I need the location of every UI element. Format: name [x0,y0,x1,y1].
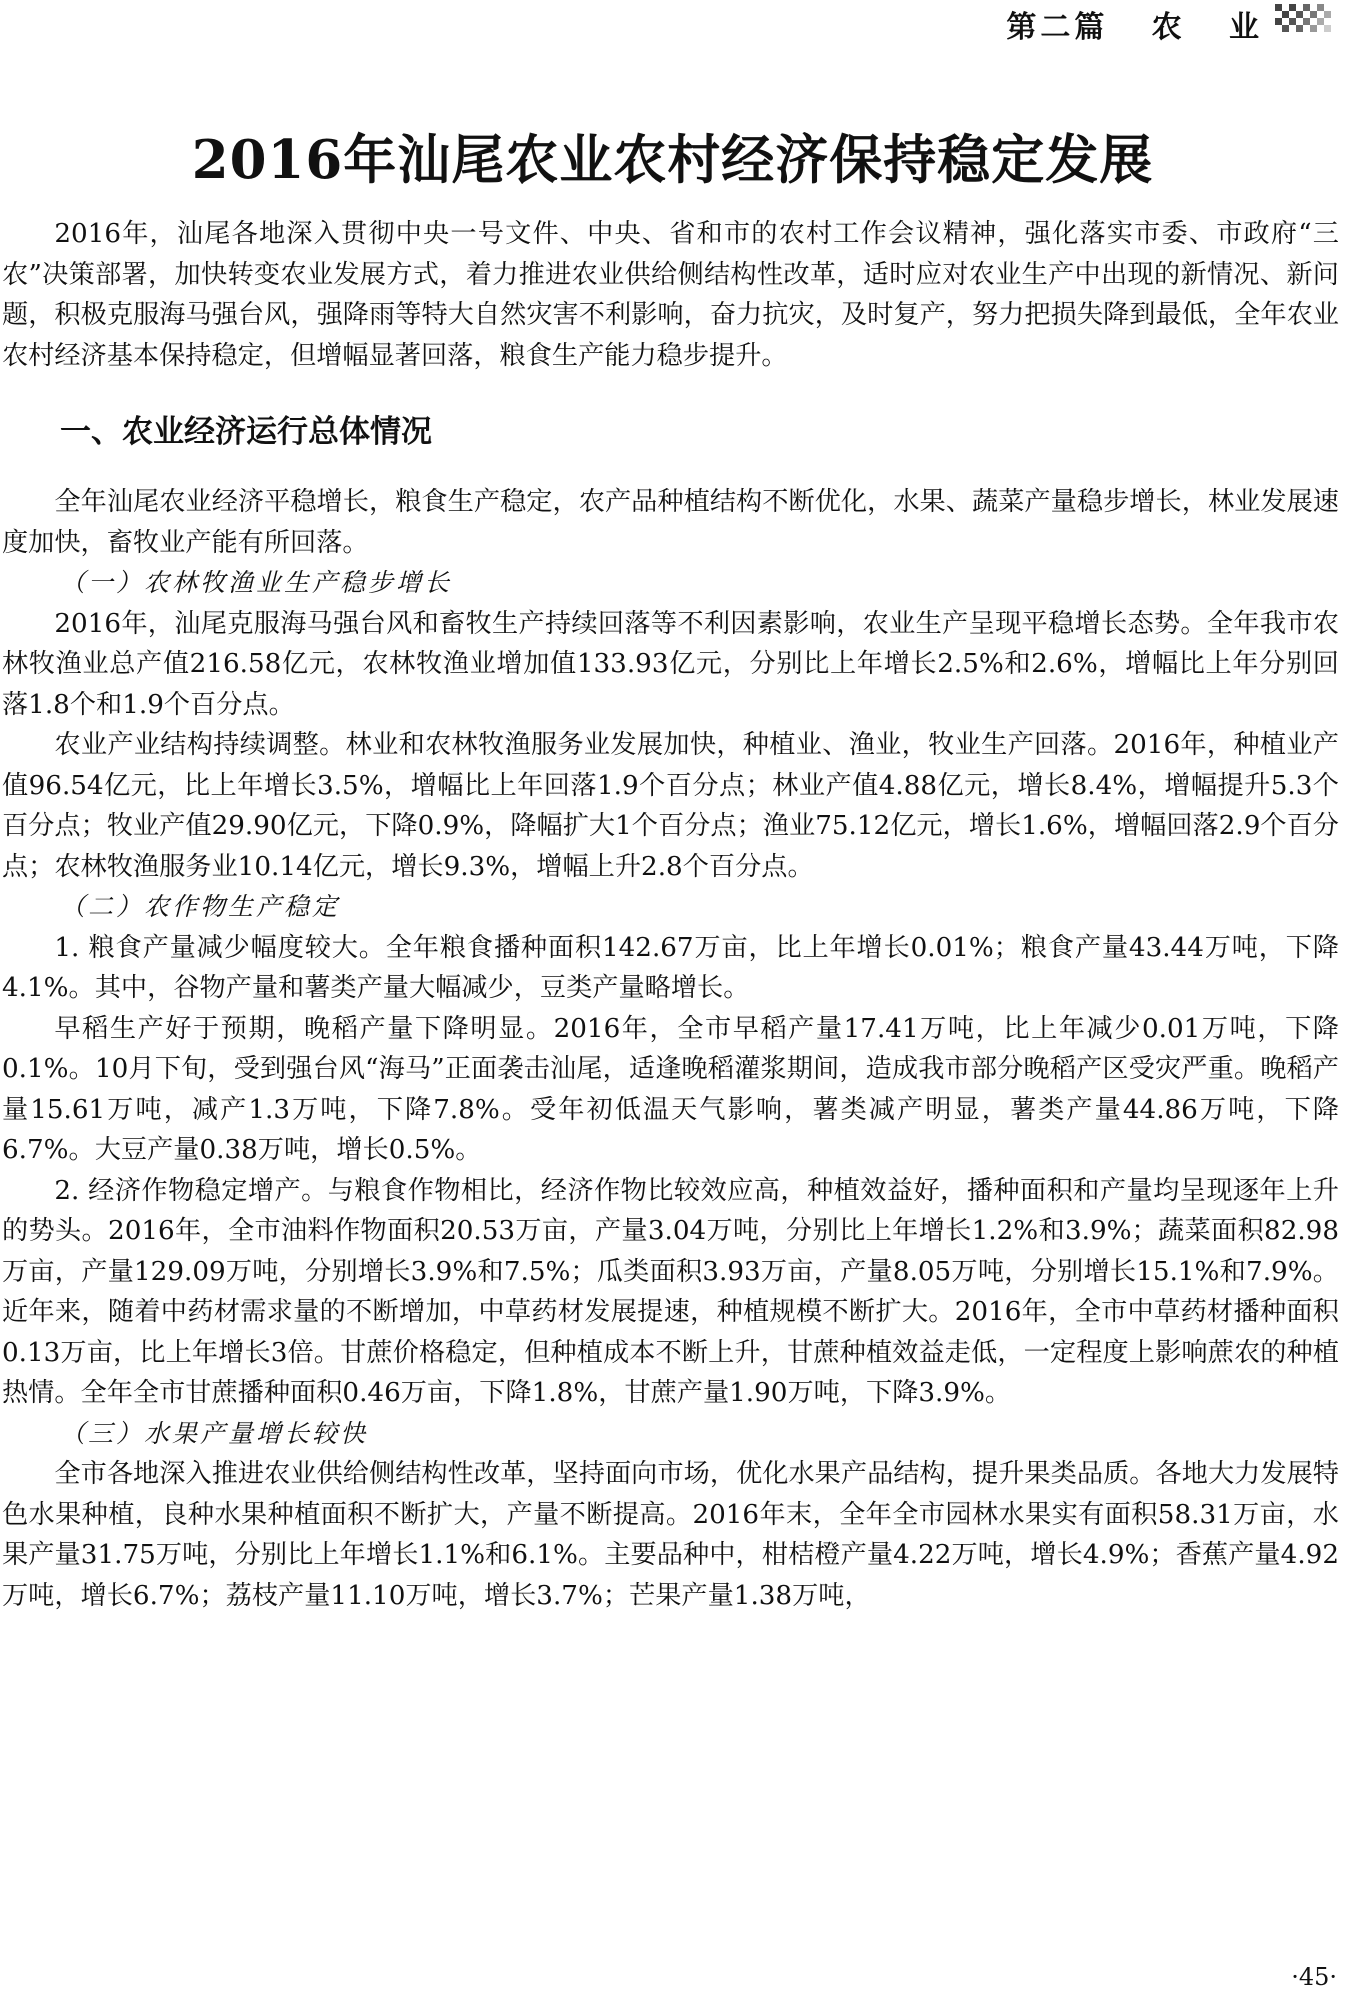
paragraph: 全年汕尾农业经济平稳增长，粮食生产稳定，农产品种植结构不断优化，水果、蔬菜产量稳步增长，林业发展速度加快，畜牧业产能有所回落。 [2,487,1339,558]
section-heading: 一、农业经济运行总体情况 [60,414,432,450]
paragraph: 农业产业结构持续调整。林业和农林牧渔服务业发展加快，种植业、渔业，牧业生产回落。2016年，种植业产值96.54亿元，比上年增长3.5%，增幅比上年回落1.9个百分点；林业产值4.88亿元，增长8.4%，增幅提升5.3个百分点；牧业产值29.90亿元，下降0.9%，降幅扩大1个百分点；渔业75.12亿元，增长1.6%，增幅回落2.9个百分点；农林牧渔服务业10.14亿元，增长9.3%，增幅上升2.8个百分点。 [2,730,1339,882]
sub-heading: （一）农林牧渔业生产稳步增长 [60,568,453,597]
sub-heading: （二）农作物生产稳定 [60,892,341,921]
paragraph: 2016年，汕尾克服海马强台风和畜牧生产持续回落等不利因素影响，农业生产呈现平稳增长态势。全年我市农林牧渔业总产值216.58亿元，农林牧渔业增加值133.93亿元，分别比上年增长2.5%和2.6%，增幅比上年分别回落1.8个和1.9个百分点。 [2,608,1339,720]
paragraph: 2. 经济作物稳定增产。与粮食作物相比，经济作物比较效应高，种植效益好，播种面积和产量均呈现逐年上升的势头。2016年，全市油料作物面积20.53万亩，产量3.04万吨，分别比上年增长1.2%和3.9%；蔬菜面积82.98万亩，产量129.09万吨，分别增长3.9%和7.5%；瓜类面积3.93万亩，产量8.05万吨，分别增长15.1%和7.9%。近年来，随着中药材需求量的不断增加，中草药材发展提速，种植规模不断扩大。2016年，全市中草药材播种面积0.13万亩，比上年增长3倍。甘蔗价格稳定，但种植成本不断上升，甘蔗种植效益走低，一定程度上影响蔗农的种植热情。全年全市甘蔗播种面积0.46万亩，下降1.8%，甘蔗产量1.90万吨，下降3.9%。 [2,1175,1339,1408]
section-label: 第二篇 农 业 [1006,10,1263,45]
article-body [2,214,1339,1616]
running-header [0,0,1345,48]
checker-pattern-icon [1275,4,1331,32]
article-title: 2016年汕尾农业农村经济保持稳定发展 [191,128,1154,191]
paragraph: 早稻生产好于预期，晚稻产量下降明显。2016年，全市早稻产量17.41万吨，比上年减少0.01万吨，下降0.1%。10月下旬，受到强台风“海马”正面袭击汕尾，适逢晚稻灌浆期间，造成我市部分晚稻产区受灾严重。晚稻产量15.61万吨，减产1.3万吨，下降7.8%。受年初低温天气影响，薯类减产明显，薯类产量44.86万吨，下降6.7%。大豆产量0.38万吨，增长0.5%。 [2,1013,1339,1165]
sub-heading: （三）水果产量增长较快 [60,1418,369,1448]
intro-paragraph: 2016年，汕尾各地深入贯彻中央一号文件、中央、省和市的农村工作会议精神，强化落实市委、市政府“三农”决策部署，加快转变农业发展方式，着力推进农业供给侧结构性改革，适时应对农业生产中出现的新情况、新问题，积极克服海马强台风，强降雨等特大自然灾害不利影响，奋力抗灾，及时复产，努力把损失降到最低，全年农业农村经济基本保持稳定，但增幅显著回落，粮食生产能力稳步提升。 [2,219,1339,371]
page-number: ·45· [1291,1963,1337,1991]
paragraph: 1. 粮食产量减少幅度较大。全年粮食播种面积142.67万亩，比上年增长0.01%；粮食产量43.44万吨，下降4.1%。其中，谷物产量和薯类产量大幅减少，豆类产量略增长。 [2,932,1339,1003]
paragraph: 全市各地深入推进农业供给侧结构性改革，坚持面向市场，优化水果产品结构，提升果类品质。各地大力发展特色水果种植，良种水果种植面积不断扩大，产量不断提高。2016年末，全年全市园林水果实有面积58.31万亩，水果产量31.75万吨，分别比上年增长1.1%和6.1%。主要品种中，柑桔橙产量4.22万吨，增长4.9%；香蕉产量4.92万吨，增长6.7%；荔枝产量11.10万吨，增长3.7%；芒果产量1.38万吨， [2,1459,1339,1611]
